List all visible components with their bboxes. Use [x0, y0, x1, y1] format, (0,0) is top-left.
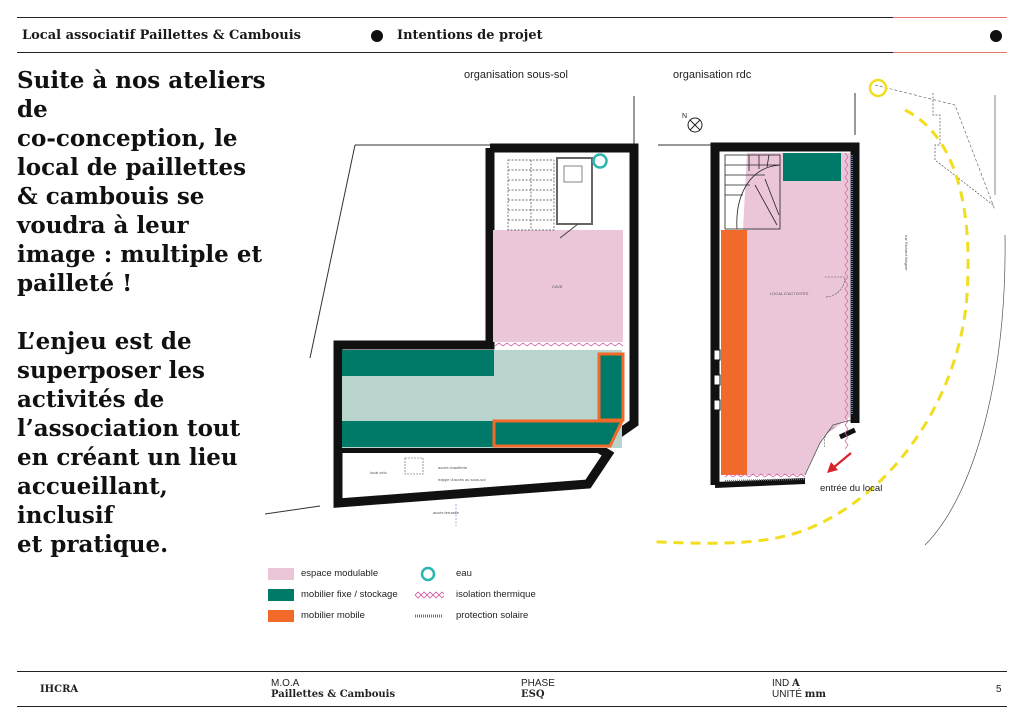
svg-text:accès chaufferie: accès chaufferie [438, 465, 468, 470]
svg-text:trappe d'accès au sous-sol: trappe d'accès au sous-sol [438, 477, 486, 482]
header-project-title: Local associatif Paillettes & Cambouis [22, 28, 302, 43]
basement-fixed-storage-top [342, 350, 494, 376]
legend-water-icon [418, 566, 438, 582]
basement-fixed-storage-bottom [342, 421, 494, 447]
footer-moa-label: M.O.A [271, 678, 300, 689]
header-top-accent [893, 17, 1007, 18]
footer-bottom-rule [17, 706, 1007, 707]
svg-text:rue Richard Wagner: rue Richard Wagner [904, 235, 909, 271]
legend-label-insulation: isolation thermique [456, 589, 536, 600]
svg-text:local vélo: local vélo [370, 470, 387, 475]
legend-label-fixed: mobilier fixe / stockage [301, 589, 398, 600]
footer-ind [772, 678, 826, 700]
footer-page-number: 5 [996, 684, 1002, 695]
footer-ind-value: A [792, 678, 800, 689]
legend-swatch-modulable [268, 568, 294, 580]
legend-label-modulable: espace modulable [301, 568, 379, 579]
footer-phase-label: PHASE [521, 678, 555, 689]
svg-text:LOCAL D'ACTIVITÉS: LOCAL D'ACTIVITÉS [770, 291, 809, 296]
header-bullet-1 [371, 30, 383, 42]
footer-ind-label: IND [772, 678, 790, 689]
entrance-arrow-icon [827, 462, 838, 473]
footer-phase [521, 678, 555, 700]
header-bottom-rule [17, 52, 893, 53]
basement-fixed-storage-corner [494, 421, 622, 446]
north-label: N [682, 113, 688, 120]
legend-swatch-fixed [268, 589, 294, 601]
header-bottom-accent [893, 52, 1007, 53]
footer-org: IHCRA [40, 684, 79, 695]
intro-paragraph-2: L’enjeu est de superposer les activités de l’association tout en créant un lieu accueillant, inclusif et pratique. [17, 328, 241, 558]
ground-fixed-storage [783, 153, 841, 181]
entrance-label: entrée du local [820, 483, 883, 494]
basement-insulation [495, 343, 623, 346]
basement-plan-title: organisation sous-sol [464, 69, 568, 81]
header-bullet-2 [990, 30, 1002, 42]
basement-water-point [594, 155, 607, 168]
svg-text:CAVE: CAVE [552, 284, 563, 289]
legend-label-water: eau [456, 568, 472, 579]
footer-moa-value: Paillettes & Cambouis [271, 689, 396, 700]
header-section-title: Intentions de projet [397, 28, 543, 43]
path-start-marker [870, 80, 886, 96]
footer-phase-value: ESQ [521, 689, 545, 700]
footer-unit-label: UNITÉ [772, 689, 802, 700]
legend-label-mobile: mobilier mobile [301, 610, 365, 621]
svg-text:accès terrasse: accès terrasse [433, 510, 460, 515]
legend-label-solar: protection solaire [456, 610, 529, 621]
basement-floor-plan [260, 88, 640, 528]
ground-mobile-furniture [721, 230, 747, 475]
intro-paragraph-1: Suite à nos ateliers de co-conception, le local de paillettes & cambouis se voudra à leur image : multiple et pailleté ! [17, 67, 266, 297]
legend-swatch-mobile [268, 610, 294, 622]
footer-unit-value: mm [804, 689, 826, 700]
intro-text [17, 66, 267, 588]
basement-fixed-storage-right [599, 354, 623, 420]
ground-plan-title: organisation rdc [673, 69, 752, 81]
legend-insulation-icon [414, 589, 444, 601]
legend-solar-icon [414, 612, 444, 620]
header-top-rule [17, 17, 893, 18]
footer-top-rule [17, 671, 1007, 672]
footer-moa [271, 678, 395, 700]
